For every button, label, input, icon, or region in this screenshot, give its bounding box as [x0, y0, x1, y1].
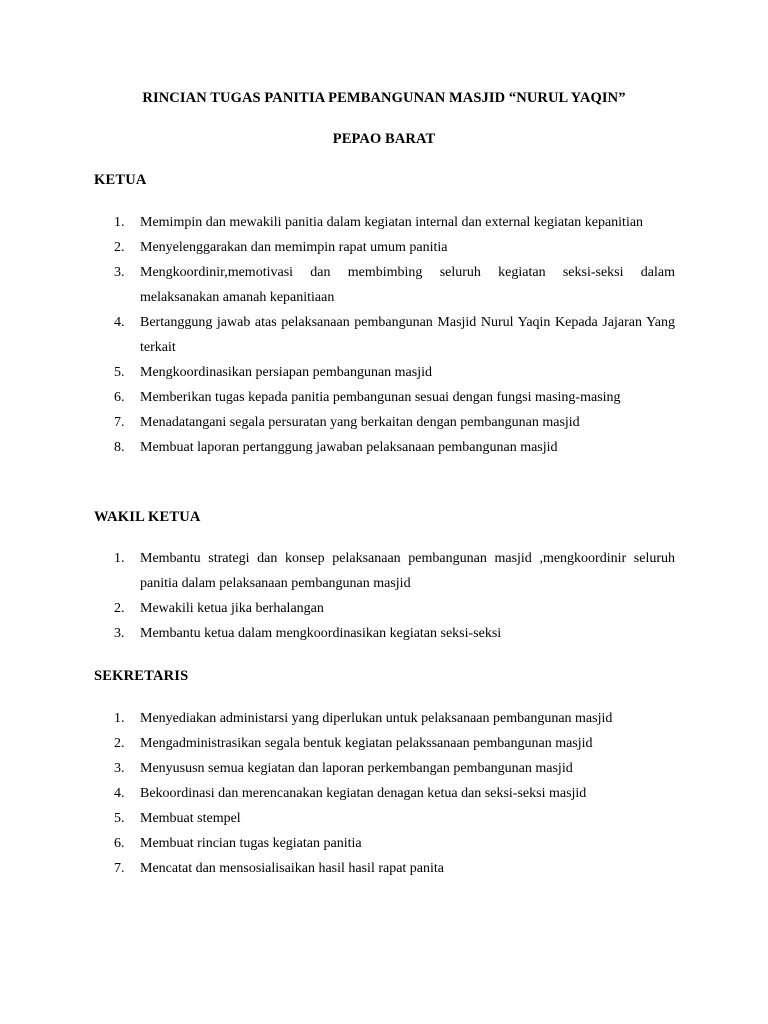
list-item [0, 260, 675, 310]
list-item-number: 7. [114, 415, 125, 430]
list-item-text: Mewakili ketua jika berhalangan [140, 601, 324, 616]
list-item [0, 360, 675, 385]
list-item-number: 2. [114, 601, 125, 616]
list-item-number: 6. [114, 390, 125, 405]
list-item-number: 3. [114, 265, 125, 280]
list-item-text: Membuat rincian tugas kegiatan panitia [140, 836, 362, 851]
list-item-number: 1. [114, 215, 125, 230]
section-heading-ketua: KETUA [94, 172, 147, 188]
list-item [0, 731, 675, 756]
list-item-text: Mencatat dan mensosialisaikan hasil hasil rapat panita [140, 861, 445, 876]
list-item-text: Mengkoordinasikan persiapan pembangunan masjid [140, 365, 432, 380]
list-item-number: 7. [114, 861, 125, 876]
ketua-task-list [0, 210, 768, 460]
list-item [0, 310, 675, 360]
list-item-number: 3. [114, 626, 125, 641]
list-item-text: Bertanggung jawab atas pelaksanaan pembangunan Masjid Nurul Yaqin Kepada Jajaran Yang terkait [140, 315, 675, 355]
list-item [0, 621, 675, 646]
list-item [0, 235, 675, 260]
sekretaris-task-list [0, 706, 768, 881]
list-item-text: Mengkoordinir,memotivasi dan membimbing seluruh kegiatan seksi-seksi dalam melaksanakan amanah kepanitiaan [140, 265, 675, 305]
list-item-text: Mengadministrasikan segala bentuk kegiatan pelakssanaan pembangunan masjid [140, 736, 593, 751]
list-item-number: 5. [114, 811, 125, 826]
list-item-number: 4. [114, 315, 125, 330]
list-item [0, 410, 675, 435]
list-item [0, 756, 675, 781]
list-item-number: 5. [114, 365, 125, 380]
list-item-text: Membuat laporan pertanggung jawaban pelaksanaan pembangunan masjid [140, 440, 558, 455]
list-item-text: Membantu strategi dan konsep pelaksanaan pembangunan masjid ,mengkoordinir seluruh panitia dalam pelaksanaan pembangunan masjid [140, 551, 675, 591]
list-item-text: Menyelenggarakan dan memimpin rapat umum panitia [140, 240, 448, 255]
list-item-text: Menadatangani segala persuratan yang berkaitan dengan pembangunan masjid [140, 415, 580, 430]
list-item-text: Memimpin dan mewakili panitia dalam kegiatan internal dan external kegiatan kepanitian [140, 215, 644, 230]
list-item-number: 2. [114, 736, 125, 751]
list-item-number: 3. [114, 761, 125, 776]
list-item-text: Menyususn semua kegiatan dan laporan perkembangan pembangunan masjid [140, 761, 573, 776]
list-item-number: 1. [114, 551, 125, 566]
list-item [0, 210, 675, 235]
list-item-number: 6. [114, 836, 125, 851]
list-item-text: Memberikan tugas kepada panitia pembangunan sesuai dengan fungsi masing-masing [140, 390, 621, 405]
wakil-ketua-task-list [0, 546, 768, 646]
list-item [0, 546, 675, 596]
list-item [0, 385, 675, 410]
list-item [0, 596, 675, 621]
list-item [0, 806, 675, 831]
list-item-number: 8. [114, 440, 125, 455]
document-subtitle: PEPAO BARAT [332, 131, 436, 147]
list-item-text: Membantu ketua dalam mengkoordinasikan kegiatan seksi-seksi [140, 626, 502, 641]
list-item [0, 781, 675, 806]
list-item [0, 706, 675, 731]
document-title: RINCIAN TUGAS PANITIA PEMBANGUNAN MASJID “NURUL YAQIN” [142, 90, 626, 106]
list-item-text: Menyediakan administarsi yang diperlukan untuk pelaksanaan pembangunan masjid [140, 711, 613, 726]
list-item-number: 4. [114, 786, 125, 801]
list-item-text: Membuat stempel [140, 811, 241, 826]
section-heading-sekretaris: SEKRETARIS [94, 668, 189, 684]
list-item [0, 435, 675, 460]
list-item [0, 831, 675, 856]
list-item-number: 1. [114, 711, 125, 726]
list-item-text: Bekoordinasi dan merencanakan kegiatan denagan ketua dan seksi-seksi masjid [140, 786, 587, 801]
list-item [0, 856, 675, 881]
section-heading-wakil-ketua: WAKIL KETUA [94, 509, 201, 525]
list-item-number: 2. [114, 240, 125, 255]
